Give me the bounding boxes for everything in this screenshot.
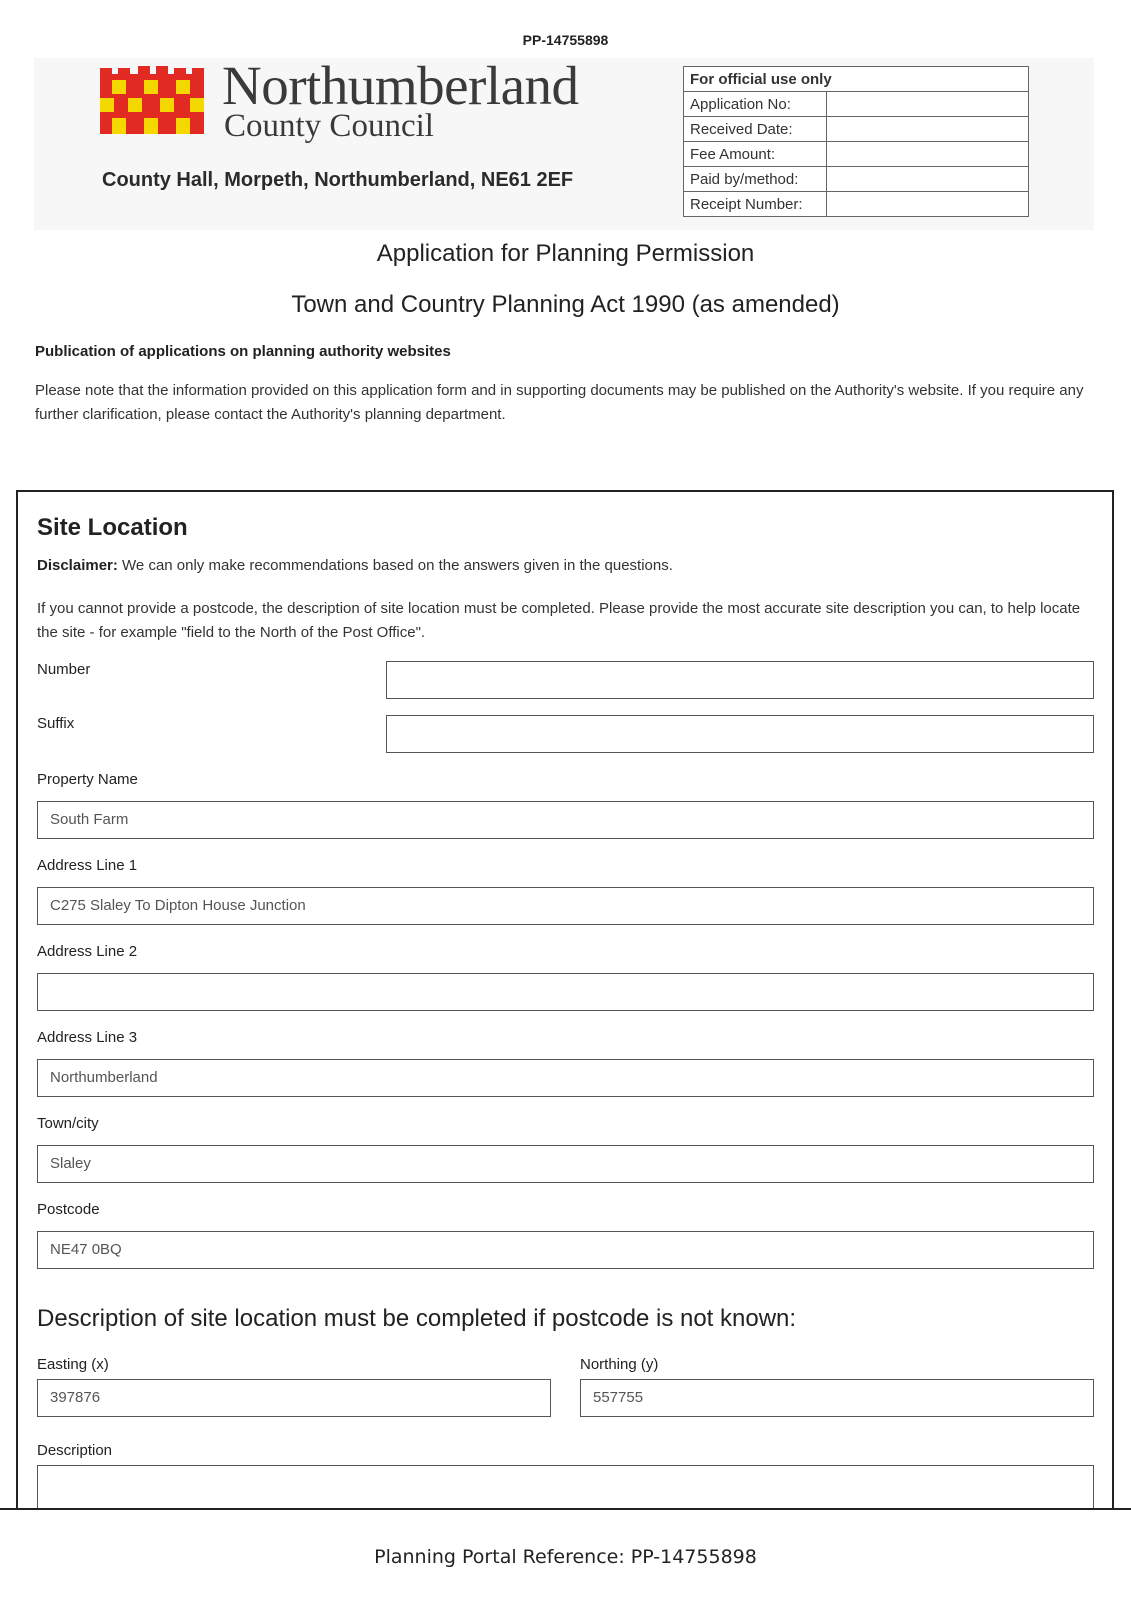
disclaimer xyxy=(37,557,673,574)
official-row-value xyxy=(827,92,1029,117)
council-subtitle: County Council xyxy=(224,108,434,144)
official-row-label: Application No: xyxy=(684,92,827,117)
number-input[interactable] xyxy=(386,661,1094,699)
address-line-3-input[interactable]: Northumberland xyxy=(37,1059,1094,1097)
address-line-2-input[interactable] xyxy=(37,973,1094,1011)
postcode-input[interactable]: NE47 0BQ xyxy=(37,1231,1094,1269)
description-heading: Description of site location must be completed if postcode is not known: xyxy=(37,1305,797,1332)
official-row-value xyxy=(827,192,1029,217)
address-line-2-label: Address Line 2 xyxy=(37,943,138,960)
easting-label: Easting (x) xyxy=(37,1356,109,1373)
property-name-input[interactable]: South Farm xyxy=(37,801,1094,839)
property-name-label: Property Name xyxy=(37,771,138,788)
reference-number-top: PP-14755898 xyxy=(522,32,609,48)
suffix-label: Suffix xyxy=(37,715,75,732)
council-name: Northumberland xyxy=(222,55,579,116)
town-city-input[interactable]: Slaley xyxy=(37,1145,1094,1183)
official-row-label: Fee Amount: xyxy=(684,142,827,167)
official-row-value xyxy=(827,142,1029,167)
description-label: Description xyxy=(37,1442,113,1459)
official-use-table xyxy=(683,66,1029,217)
official-row-label: Paid by/method: xyxy=(684,167,827,192)
suffix-input[interactable] xyxy=(386,715,1094,753)
form-subtitle: Town and Country Planning Act 1990 (as amended) xyxy=(291,291,840,318)
publication-text: Please note that the information provided on this application form and in supporting documents may be published on the Authority's website. If you require any further clarification, please contact the Authority's planning department. xyxy=(35,382,1084,423)
address-line-3-label: Address Line 3 xyxy=(37,1029,138,1046)
number-label: Number xyxy=(37,661,91,678)
town-city-label: Town/city xyxy=(37,1115,99,1132)
official-row-value xyxy=(827,167,1029,192)
official-row-value xyxy=(827,117,1029,142)
postcode-label: Postcode xyxy=(37,1201,100,1218)
council-logo xyxy=(100,66,204,134)
footer-reference: Planning Portal Reference: PP-14755898 xyxy=(374,1546,757,1568)
easting-input[interactable]: 397876 xyxy=(37,1379,551,1417)
official-row-label: Received Date: xyxy=(684,117,827,142)
official-use-heading: For official use only xyxy=(684,67,1029,92)
page-divider xyxy=(0,1508,1131,1510)
site-intro-text: If you cannot provide a postcode, the description of site location must be completed. Please provide the most accurate site description you can, to help locate the site - for example "field to the North of the Post Office". xyxy=(37,600,1081,641)
northing-input[interactable]: 557755 xyxy=(580,1379,1094,1417)
disclaimer-label: Disclaimer: xyxy=(37,557,118,574)
address-line-1-input[interactable]: C275 Slaley To Dipton House Junction xyxy=(37,887,1094,925)
northing-label: Northing (y) xyxy=(580,1356,659,1373)
council-address: County Hall, Morpeth, Northumberland, NE61 2EF xyxy=(102,169,574,191)
official-row-label: Receipt Number: xyxy=(684,192,827,217)
address-line-1-label: Address Line 1 xyxy=(37,857,138,874)
publication-heading: Publication of applications on planning authority websites xyxy=(35,343,451,360)
disclaimer-text: We can only make recommendations based on the answers given in the questions. xyxy=(117,557,673,574)
section-title: Site Location xyxy=(37,514,188,541)
form-title: Application for Planning Permission xyxy=(376,240,755,267)
